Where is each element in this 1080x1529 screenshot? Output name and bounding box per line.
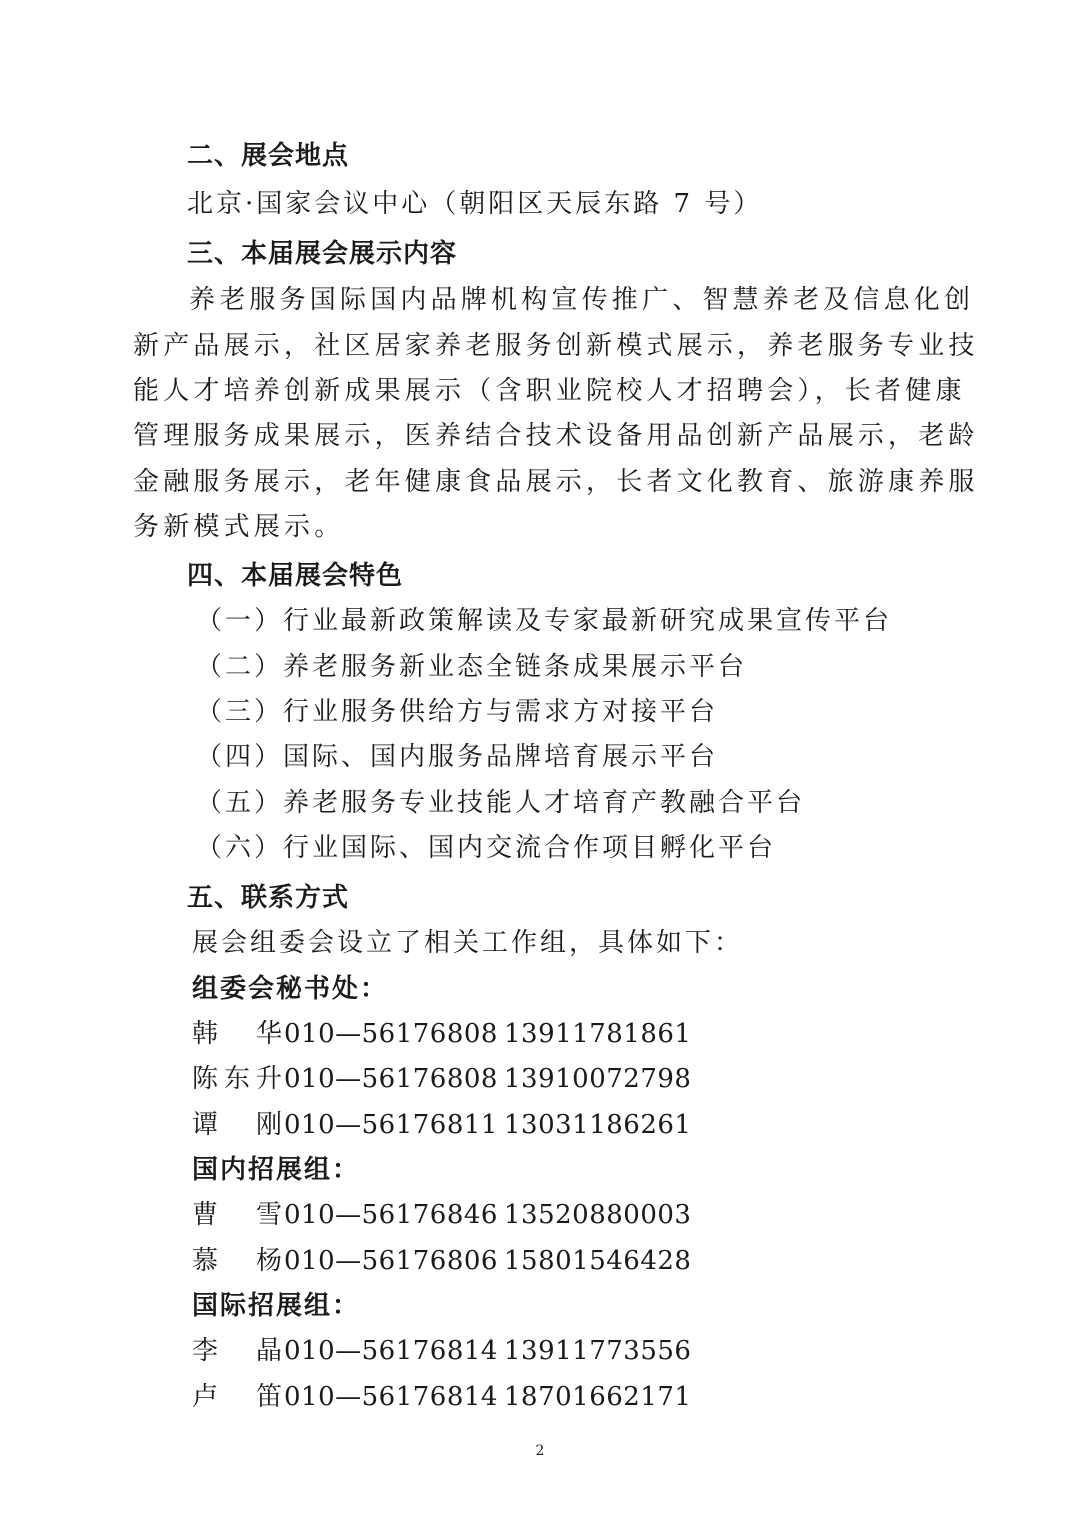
paragraph-line: 能人才培养创新成果展示（含职业院校人才招聘会），长者健康 bbox=[133, 376, 966, 406]
mobile-phone: 18701662171 bbox=[504, 1382, 692, 1412]
mobile-phone: 15801546428 bbox=[504, 1246, 692, 1276]
exhibition-location: 北京·国家会议中心（朝阳区天辰东路 7 号） bbox=[187, 189, 763, 219]
group-title-secretariat: 组委会秘书处： bbox=[192, 974, 389, 1004]
paragraph-line: 新产品展示，社区居家养老服务创新模式展示，养老服务专业技 bbox=[133, 331, 979, 361]
section-2-heading: 二、展会地点 bbox=[187, 141, 350, 171]
group-title-domestic: 国内招展组： bbox=[192, 1155, 361, 1185]
feature-item: （五）养老服务专业技能人才培育产教融合平台 bbox=[196, 788, 806, 818]
office-phone: 010—56176846 bbox=[284, 1200, 498, 1230]
feature-item: （二）养老服务新业态全链条成果展示平台 bbox=[196, 652, 748, 682]
feature-item: （一）行业最新政策解读及专家最新研究成果宣传平台 bbox=[196, 606, 893, 636]
section-4-heading: 四、本届展会特色 bbox=[187, 561, 404, 591]
office-phone: 010—56176814 bbox=[284, 1382, 498, 1412]
office-phone: 010—56176808 bbox=[284, 1019, 498, 1049]
contact-name: 陈 东 升 bbox=[192, 1064, 282, 1094]
feature-item: （三）行业服务供给方与需求方对接平台 bbox=[196, 697, 719, 727]
contact-name: 韩 华 bbox=[192, 1019, 282, 1049]
feature-item: （四）国际、国内服务品牌培育展示平台 bbox=[196, 742, 719, 772]
mobile-phone: 13031186261 bbox=[504, 1110, 692, 1140]
paragraph-line: 务新模式展示。 bbox=[133, 512, 345, 542]
mobile-phone: 13910072798 bbox=[504, 1064, 692, 1094]
paragraph-line: 金融服务展示，老年健康食品展示，长者文化教育、旅游康养服 bbox=[133, 467, 979, 497]
mobile-phone: 13520880003 bbox=[504, 1200, 692, 1230]
feature-item: （六）行业国际、国内交流合作项目孵化平台 bbox=[196, 833, 777, 863]
contact-name: 卢 笛 bbox=[192, 1382, 282, 1412]
office-phone: 010—56176811 bbox=[284, 1110, 498, 1140]
page-number: 2 bbox=[535, 1443, 545, 1459]
office-phone: 010—56176806 bbox=[284, 1246, 498, 1276]
mobile-phone: 13911773556 bbox=[504, 1336, 692, 1366]
office-phone: 010—56176808 bbox=[284, 1064, 498, 1094]
contact-name: 曹 雪 bbox=[192, 1200, 282, 1230]
paragraph-line: 养老服务国际国内品牌机构宣传推广、智慧养老及信息化创 bbox=[189, 285, 975, 315]
paragraph-line: 管理服务成果展示，医养结合技术设备用品创新产品展示，老龄 bbox=[133, 421, 979, 451]
office-phone: 010—56176814 bbox=[284, 1336, 498, 1366]
section-5-heading: 五、联系方式 bbox=[187, 883, 350, 913]
contact-intro: 展会组委会设立了相关工作组，具体如下： bbox=[192, 928, 744, 958]
contact-name: 谭 刚 bbox=[192, 1110, 282, 1140]
group-title-international: 国际招展组： bbox=[192, 1291, 361, 1321]
section-3-heading: 三、本届展会展示内容 bbox=[187, 239, 458, 269]
contact-name: 慕 杨 bbox=[192, 1246, 282, 1276]
contact-name: 李 晶 bbox=[192, 1336, 282, 1366]
mobile-phone: 13911781861 bbox=[504, 1019, 692, 1049]
